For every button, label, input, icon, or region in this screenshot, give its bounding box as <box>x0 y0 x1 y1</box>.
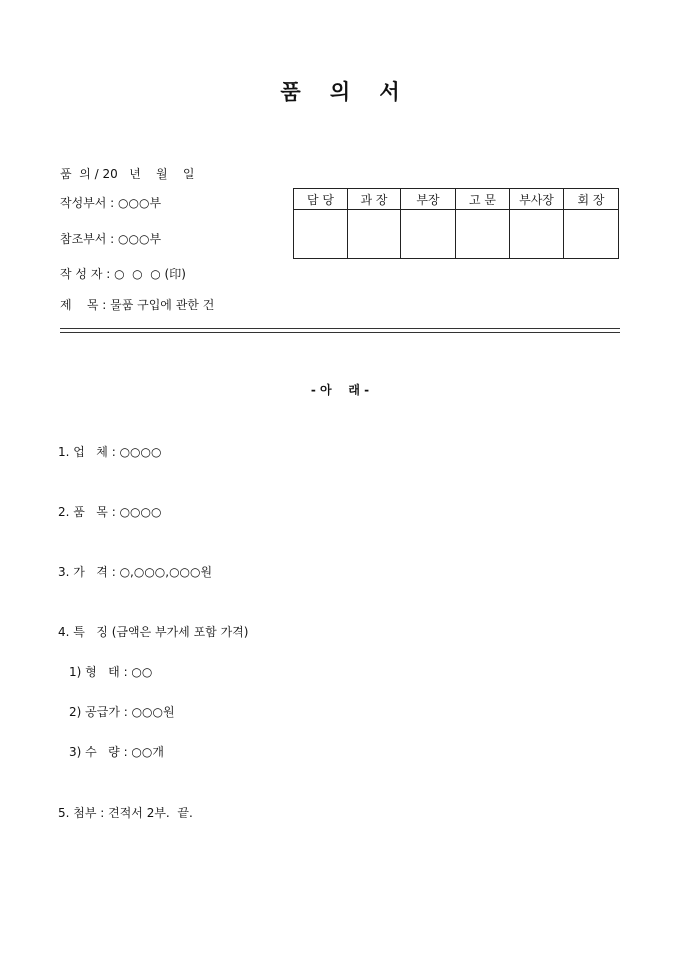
approval-sign-row <box>294 210 619 259</box>
approval-header-cell: 부장 <box>401 189 456 210</box>
approval-header-cell: 과 장 <box>348 189 401 210</box>
approval-sign-cell <box>401 210 456 259</box>
approval-sign-cell <box>510 210 564 259</box>
subject-line: 제 목 : 물품 구입에 관한 건 <box>60 298 215 312</box>
section-heading: - 아 래 - <box>310 383 370 397</box>
approval-header-cell: 부사장 <box>510 189 564 210</box>
date-line: 품 의 / 20 년 월 일 <box>60 167 195 181</box>
approval-sign-cell <box>564 210 619 259</box>
item-attachment: 5. 첨부 : 견적서 2부. 끝. <box>58 806 193 820</box>
approval-sign-cell <box>456 210 510 259</box>
dept-line: 작성부서 : ○○○부 <box>60 196 162 210</box>
author-line: 작 성 자 : ○ ○ ○ (印) <box>60 267 186 281</box>
sub-item-supply-price: 2) 공급가 : ○○○원 <box>69 705 175 719</box>
sub-item-quantity: 3) 수 량 : ○○개 <box>69 745 164 759</box>
approval-sign-cell <box>294 210 348 259</box>
item-company: 1. 업 체 : ○○○○ <box>58 445 162 459</box>
double-rule-bottom <box>60 332 620 333</box>
double-rule-top <box>60 328 620 329</box>
item-price: 3. 가 격 : ○,○○○,○○○원 <box>58 565 213 579</box>
approval-header-cell: 고 문 <box>456 189 510 210</box>
approval-header-cell: 담 당 <box>294 189 348 210</box>
approval-header-cell: 회 장 <box>564 189 619 210</box>
item-product: 2. 품 목 : ○○○○ <box>58 505 162 519</box>
sub-item-shape: 1) 형 태 : ○○ <box>69 665 153 679</box>
item-features: 4. 특 징 (금액은 부가세 포함 가격) <box>58 625 249 639</box>
approval-sign-cell <box>348 210 401 259</box>
document-title: 품 의 서 <box>280 79 400 104</box>
approval-table <box>293 188 619 259</box>
approval-header-row <box>294 189 619 210</box>
ref-line: 참조부서 : ○○○부 <box>60 232 162 246</box>
